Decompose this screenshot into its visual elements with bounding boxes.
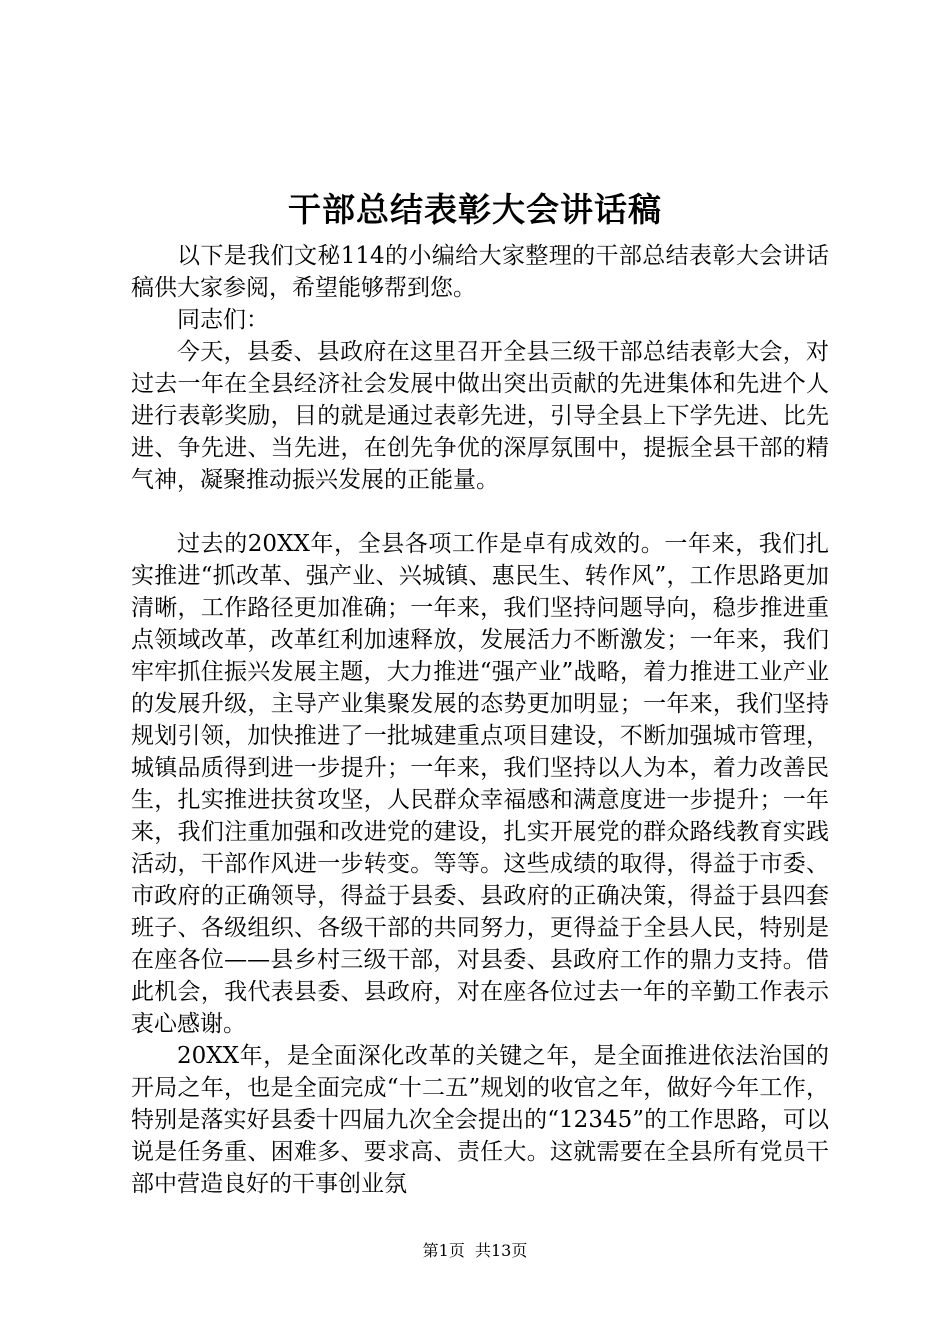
document-title: 干部总结表彰大会讲话稿 (288, 190, 662, 229)
page-number: 第1页 共13页 (422, 1241, 528, 1260)
page-footer (0, 1240, 950, 1262)
body-paragraph-opening: 今天，县委、县政府在这里召开全县三级干部总结表彰大会，对过去一年在全县经济社会发展中做出突出贡献的先进集体和先进个人进行表彰奖励，目的就是通过表彰先进，引导全县上下学先进、比先进、争先进、当先进，在创先争优的深厚氛围中，提振全县干部的精气神，凝聚推动振兴发展的正能量。 (131, 339, 829, 493)
document-body (131, 240, 829, 1200)
body-paragraph-review: 过去的20XX年，全县各项工作是卓有成效的。一年来，我们扎实推进“抓改革、强产业、兴城镇、惠民生、转作风”，工作思路更加清晰，工作路径更加准确；一年来，我们坚持问题导向，稳步推进重点领域改革，改革红利加速释放，发展活力不断激发；一年来，我们牢牢抓住振兴发展主题，大力推进“强产业”战略，着力推进工业产业的发展升级，主导产业集聚发展的态势更加明显；一年来，我们坚持规划引领，加快推进了一批城建重点项目建设，不断加强城市管理，城镇品质得到进一步提升；一年来，我们坚持以人为本，着力改善民生，扎实推进扶贫攻坚，人民群众幸福感和满意度进一步提升；一年来，我们注重加强和改进党的建设，扎实开展党的群众路线教育实践活动，干部作风进一步转变。等等。这些成绩的取得，得益于市委、市政府的正确领导，得益于县委、县政府的正确决策，得益于县四套班子、各级组织、各级干部的共同努力，更得益于全县人民，特别是在座各位——县乡村三级干部，对县委、县政府工作的鼎力支持。借此机会，我代表县委、县政府，对在座各位过去一年的辛勤工作表示衷心感谢。 (131, 531, 829, 1037)
salutation: 同志们： (177, 307, 269, 333)
intro-paragraph: 以下是我们文秘114的小编给大家整理的干部总结表彰大会讲话稿供大家参阅，希望能够帮到您。 (131, 243, 829, 301)
body-paragraph-outlook: 20XX年，是全面深化改革的关键之年，是全面推进依法治国的开局之年，也是全面完成“十二五”规划的收官之年，做好今年工作，特别是落实好县委十四届九次全会提出的“12345”的工作思路，可以说是任务重、困难多、要求高、责任大。这就需要在全县所有党员干部中营造良好的干事创业氛 (131, 1043, 829, 1197)
paragraph-spacer (131, 496, 829, 528)
